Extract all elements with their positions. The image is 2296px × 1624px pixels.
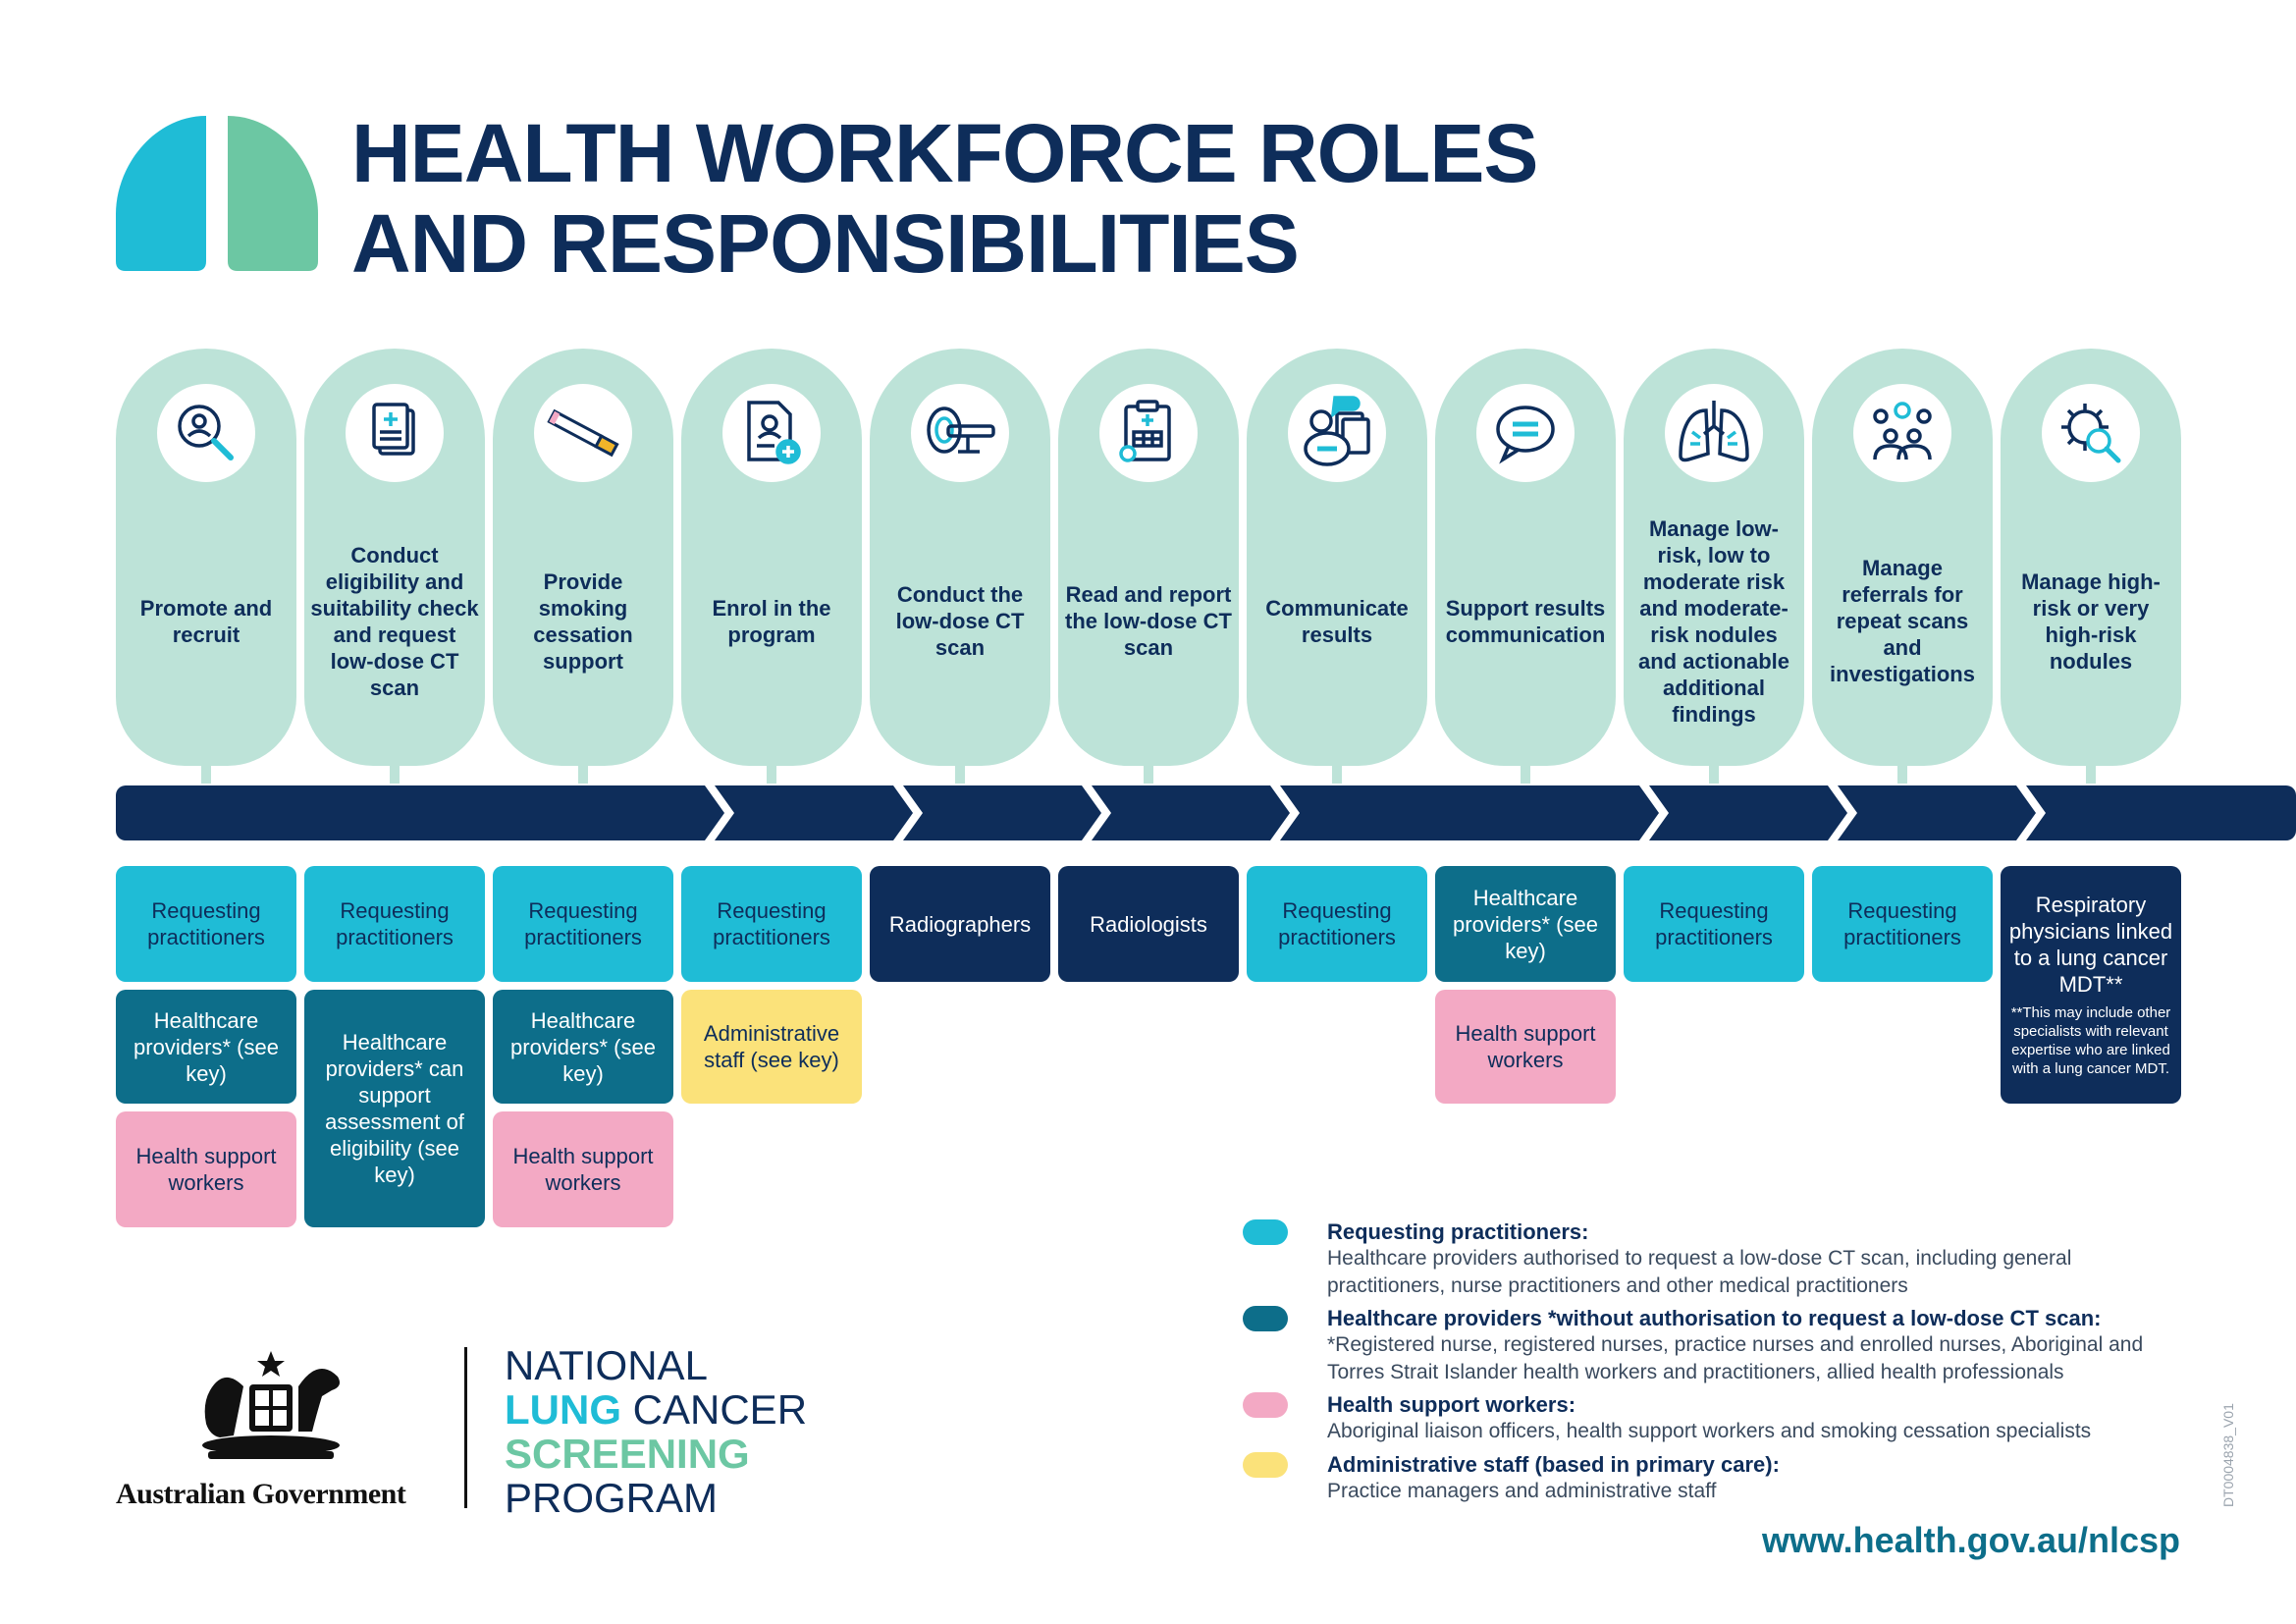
role-requesting-practitioners xyxy=(304,866,485,982)
key-swatch-administrative xyxy=(1243,1452,1288,1478)
key-heading: Healthcare providers *without authorisation to request a low-dose CT scan: xyxy=(1327,1306,2102,1330)
connector xyxy=(1897,764,1907,784)
step-label: Communicate results xyxy=(1265,595,1409,647)
icon-badge xyxy=(1288,384,1386,482)
enrol-document-icon xyxy=(735,397,808,469)
lungs-logo xyxy=(116,116,318,271)
program-word-lung: LUNG xyxy=(505,1386,621,1433)
role-label: Healthcare providers* (see key) xyxy=(133,1007,279,1086)
icon-badge xyxy=(157,384,255,482)
program-name-line-1: NATIONAL xyxy=(505,1342,708,1388)
role-requesting-practitioners xyxy=(681,866,862,982)
step-communicate-results xyxy=(1247,349,1427,766)
government-wordmark: Australian Government xyxy=(116,1478,406,1510)
program-name-line-4: PROGRAM xyxy=(505,1475,719,1521)
role-healthcare-providers xyxy=(493,990,673,1104)
role-label: Administrative staff (see key) xyxy=(703,1021,840,1072)
team-icon xyxy=(1861,397,1944,469)
footer-divider xyxy=(464,1347,467,1508)
key-swatch-healthcare-providers xyxy=(1243,1306,1288,1331)
role-health-support-workers xyxy=(493,1111,673,1227)
role-requesting-practitioners xyxy=(493,866,673,982)
icon-badge xyxy=(534,384,632,482)
program-name-line-2 xyxy=(505,1387,807,1432)
title-line-1: HEALTH WORKFORCE ROLES xyxy=(351,107,1538,199)
step-label: Enrol in the program xyxy=(712,595,831,647)
role-radiographers xyxy=(870,866,1050,982)
role-label: Requesting practitioners xyxy=(147,898,265,949)
key-swatch-health-support xyxy=(1243,1392,1288,1418)
connector xyxy=(578,764,588,784)
step-manage-high-risk xyxy=(2001,349,2181,766)
icon-badge xyxy=(1853,384,1951,482)
role-requesting-practitioners xyxy=(1624,866,1804,982)
connector xyxy=(1332,764,1342,784)
role-label: Health support workers xyxy=(1455,1021,1596,1072)
step-manage-referrals xyxy=(1812,349,1993,766)
role-label: Healthcare providers* (see key) xyxy=(510,1007,656,1086)
icon-badge xyxy=(722,384,821,482)
step-label: Read and report the low-dose CT scan xyxy=(1065,582,1232,660)
icon-badge xyxy=(2042,384,2140,482)
lungs-icon xyxy=(1673,397,1755,469)
role-respiratory-physicians xyxy=(2001,866,2181,1104)
key-heading: Administrative staff (based in primary care): xyxy=(1327,1452,1780,1477)
title-line-2: AND RESPONSIBILITIES xyxy=(351,197,1299,290)
step-manage-low-moderate xyxy=(1624,349,1804,766)
role-label: Requesting practitioners xyxy=(713,898,830,949)
connector xyxy=(955,764,965,784)
step-support-communication xyxy=(1435,349,1616,766)
key-description: Aboriginal liaison officers, health support workers and smoking cessation specialists xyxy=(1327,1420,2092,1442)
connector xyxy=(1144,764,1153,784)
step-label: Manage high-risk or very high-risk nodules xyxy=(2021,568,2161,674)
key-description: Healthcare providers authorised to request a low-dose CT scan, including general practitioners, nurse practitioners and other medical practitioners xyxy=(1327,1247,2072,1297)
connector xyxy=(390,764,400,784)
role-health-support-workers xyxy=(1435,990,1616,1104)
step-promote-recruit xyxy=(116,349,296,766)
virus-magnifier-icon xyxy=(2052,394,2130,472)
step-label: Manage low-risk, low to moderate risk and moderate-risk nodules and actionable additional findings xyxy=(1637,515,1790,727)
speech-bubble-icon xyxy=(1489,397,1562,469)
icon-badge xyxy=(1099,384,1198,482)
role-administrative-staff xyxy=(681,990,862,1104)
step-label: Manage referrals for repeat scans and investigations xyxy=(1830,556,1975,686)
step-eligibility-check xyxy=(304,349,485,766)
program-name-line-3: SCREENING xyxy=(505,1431,750,1477)
role-healthcare-providers-eligibility xyxy=(304,990,485,1227)
role-footnote: **This may include other specialists with relevant expertise who are linked with a lung cancer MDT. xyxy=(2010,1004,2171,1077)
role-label: Requesting practitioners xyxy=(1278,898,1396,949)
role-label: Respiratory physicians linked to a lung cancer MDT** xyxy=(2008,893,2173,997)
role-label: Health support workers xyxy=(135,1144,277,1195)
step-smoking-cessation xyxy=(493,349,673,766)
medical-report-icon xyxy=(1112,397,1185,469)
step-label: Conduct eligibility and suitability check and request low-dose CT scan xyxy=(310,542,479,700)
role-label: Healthcare providers* (see key) xyxy=(1453,885,1598,963)
step-label: Support results communication xyxy=(1445,595,1606,647)
magnifier-person-icon xyxy=(170,397,242,469)
step-enrol xyxy=(681,349,862,766)
step-label: Promote and recruit xyxy=(139,595,273,647)
program-word-cancer: CANCER xyxy=(621,1386,808,1433)
key-swatch-requesting xyxy=(1243,1219,1288,1245)
role-requesting-practitioners xyxy=(1812,866,1993,982)
website-url: www.health.gov.au/nlcsp xyxy=(1761,1520,2180,1560)
connector xyxy=(1521,764,1530,784)
key-heading: Requesting practitioners: xyxy=(1327,1219,1589,1244)
connector xyxy=(201,764,211,784)
icon-badge xyxy=(1665,384,1763,482)
communication-icon xyxy=(1296,392,1378,474)
key-heading: Health support workers: xyxy=(1327,1392,1576,1417)
connector xyxy=(2086,764,2096,784)
document-id: DT0004838_V01 xyxy=(2220,1403,2236,1507)
role-label: Radiographers xyxy=(888,911,1032,937)
coat-of-arms-emblem xyxy=(185,1347,357,1469)
cigarette-icon xyxy=(542,397,624,469)
icon-badge xyxy=(911,384,1009,482)
connector xyxy=(767,764,776,784)
connector xyxy=(1709,764,1719,784)
ct-scanner-icon xyxy=(919,397,1001,469)
icon-badge xyxy=(1476,384,1575,482)
role-healthcare-providers xyxy=(116,990,296,1104)
role-label: Requesting practitioners xyxy=(1843,898,1961,949)
role-label: Healthcare providers* can support assessment of eligibility (see key) xyxy=(325,1030,464,1187)
icon-badge xyxy=(346,384,444,482)
medical-documents-icon xyxy=(358,397,431,469)
key-description: *Registered nurse, registered nurses, practice nurses and enrolled nurses, Aboriginal and Torres Strait Islander health workers and practitioners, allied health professionals xyxy=(1327,1333,2144,1383)
role-label: Radiologists xyxy=(1090,911,1207,937)
role-healthcare-providers xyxy=(1435,866,1616,982)
process-arrow-band xyxy=(0,785,2296,840)
role-label: Requesting practitioners xyxy=(524,898,642,949)
role-health-support-workers xyxy=(116,1111,296,1227)
key-description: Practice managers and administrative staff xyxy=(1327,1480,1717,1502)
role-requesting-practitioners xyxy=(1247,866,1427,982)
role-radiologists xyxy=(1058,866,1239,982)
page-title xyxy=(351,108,1537,289)
step-label: Provide smoking cessation support xyxy=(533,568,633,674)
step-label: Conduct the low-dose CT scan xyxy=(895,582,1025,660)
role-label: Requesting practitioners xyxy=(1655,898,1773,949)
role-label: Requesting practitioners xyxy=(336,898,454,949)
step-read-report xyxy=(1058,349,1239,766)
step-ct-scan xyxy=(870,349,1050,766)
role-label: Health support workers xyxy=(512,1144,654,1195)
role-requesting-practitioners xyxy=(116,866,296,982)
